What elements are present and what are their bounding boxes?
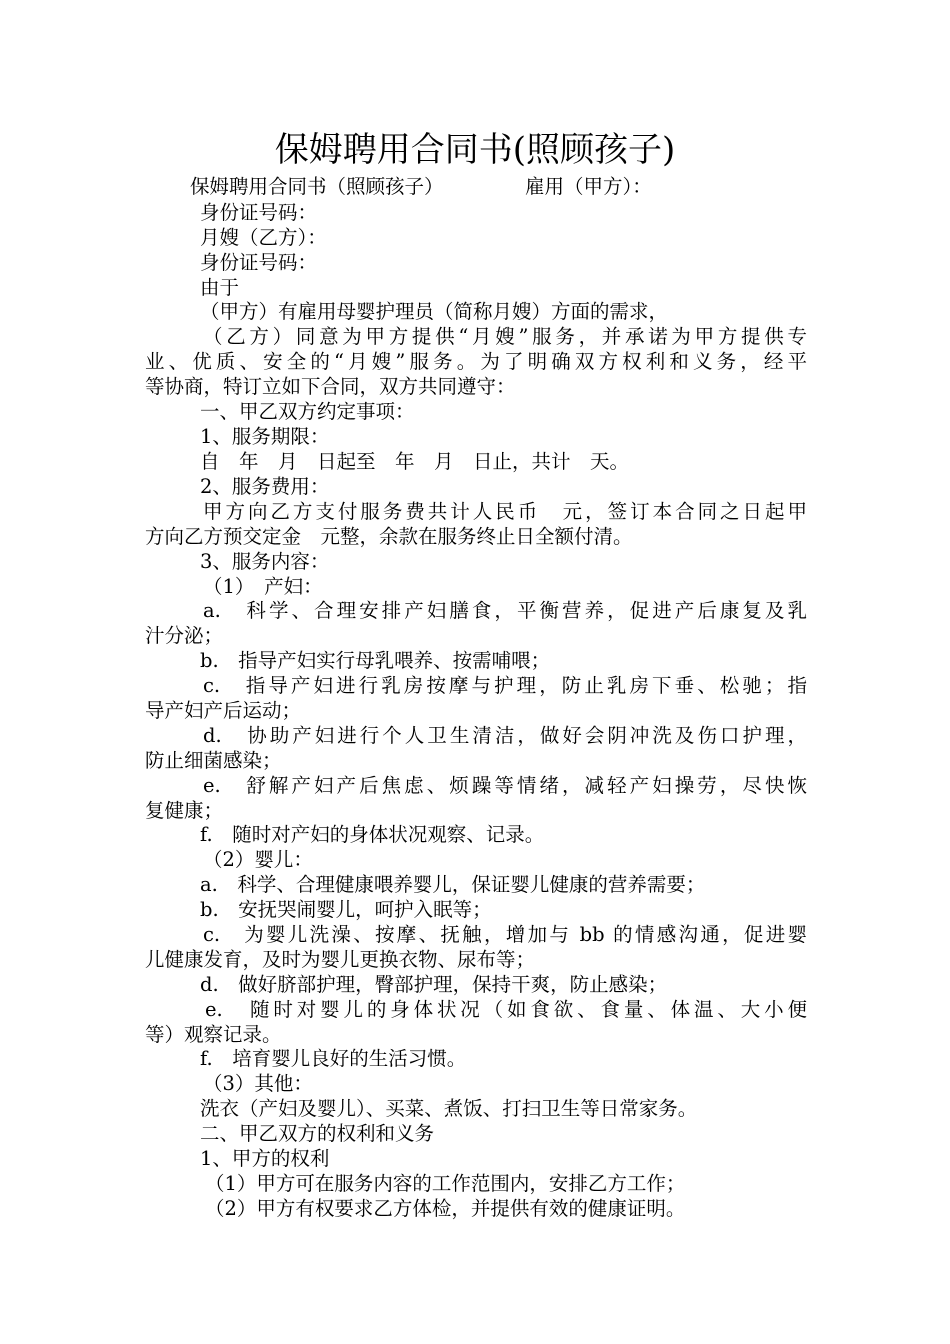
party-b-agree-line-3: 等协商，特订立如下合同，双方共同遵守：	[145, 375, 516, 398]
mother-heading: （1） 产妇：	[203, 575, 323, 598]
party-b-agree-line-2: 业、优质、安全的“月嫂”服务。为了明确双方权利和义务，经平	[145, 350, 807, 373]
party-a-need: （甲方）有雇用母婴护理员（简称月嫂）方面的需求，	[200, 300, 669, 323]
header-employer-label: 雇用（甲方）：	[525, 175, 652, 198]
party-a-rights-heading: 1、甲方的权利	[200, 1147, 330, 1170]
mother-item-d-line-2: 防止细菌感染；	[145, 749, 282, 772]
mother-item-c-line-1: c. 指导产妇进行乳房按摩与护理，防止乳房下垂、松驰；指	[203, 674, 807, 697]
baby-item-c-line-2: 儿健康发育，及时为婴儿更换衣物、尿布等；	[145, 948, 536, 971]
section-1-heading: 一、甲乙双方约定事项：	[200, 400, 415, 423]
header-contract-name: 保姆聘用合同书（照顾孩子）	[190, 175, 444, 198]
mother-item-d-line-1: d. 协助产妇进行个人卫生清洁，做好会阴冲洗及伤口护理，	[203, 724, 807, 747]
mother-item-c-line-2: 导产妇产后运动；	[145, 699, 302, 722]
party-a-right-2: （2）甲方有权要求乙方体检，并提供有效的健康证明。	[205, 1197, 686, 1220]
baby-item-a: a. 科学、合理健康喂养婴儿，保证婴儿健康的营养需要；	[200, 873, 706, 896]
baby-item-b: b. 安抚哭闹婴儿，呵护入眠等；	[200, 898, 492, 921]
nanny-label: 月嫂（乙方）：	[200, 226, 327, 249]
service-fee-line-2: 方向乙方预交定金 元整，余款在服务终止日全额付清。	[145, 525, 633, 548]
mother-item-a-line-1: a. 科学、合理安排产妇膳食，平衡营养，促进产后康复及乳	[203, 599, 807, 622]
service-fee-line-1: 甲方向乙方支付服务费共计人民币 元，签订本合同之日起甲	[203, 500, 807, 523]
party-a-right-1: （1）甲方可在服务内容的工作范围内，安排乙方工作；	[205, 1172, 686, 1195]
baby-heading: （2）婴儿：	[203, 848, 313, 871]
service-term-heading: 1、服务期限：	[200, 425, 330, 448]
other-text: 洗衣（产妇及婴儿）、买菜、煮饭、打扫卫生等日常家务。	[200, 1097, 698, 1120]
baby-item-e-line-1: e. 随时对婴儿的身体状况（如食欲、食量、体温、大小便	[205, 998, 807, 1021]
mother-item-e-line-1: e. 舒解产妇产后焦虑、烦躁等情绪，减轻产妇操劳，尽快恢	[203, 774, 807, 797]
party-b-agree-line-1: （乙方）同意为甲方提供“月嫂”服务，并承诺为甲方提供专	[203, 325, 807, 348]
baby-item-c-line-1: c. 为婴儿洗澡、按摩、抚触，增加与 bb 的情感沟通，促进婴	[203, 923, 807, 946]
baby-item-d: d. 做好脐部护理，臀部护理，保持干爽，防止感染；	[200, 973, 668, 996]
baby-item-e-line-2: 等）观察记录。	[145, 1023, 282, 1046]
employer-id-label: 身份证号码：	[200, 201, 318, 224]
other-heading: （3）其他：	[203, 1072, 313, 1095]
service-term-text: 自 年 月 日起至 年 月 日止，共计 天。	[200, 450, 630, 473]
service-fee-heading: 2、服务费用：	[200, 475, 330, 498]
mother-item-a-line-2: 汁分泌；	[145, 624, 224, 647]
section-2-heading: 二、甲乙双方的权利和义务	[200, 1122, 435, 1145]
nanny-id-label: 身份证号码：	[200, 251, 318, 274]
mother-item-b: b. 指导产妇实行母乳喂养、按需哺喂；	[200, 649, 551, 672]
because-line: 由于	[200, 276, 240, 299]
service-content-heading: 3、服务内容：	[200, 550, 330, 573]
baby-item-f: f. 培育婴儿良好的生活习惯。	[200, 1047, 467, 1070]
document-title: 保姆聘用合同书(照顾孩子)	[274, 130, 676, 170]
mother-item-f: f. 随时对产妇的身体状况观察、记录。	[200, 823, 545, 846]
mother-item-e-line-2: 复健康；	[145, 799, 224, 822]
